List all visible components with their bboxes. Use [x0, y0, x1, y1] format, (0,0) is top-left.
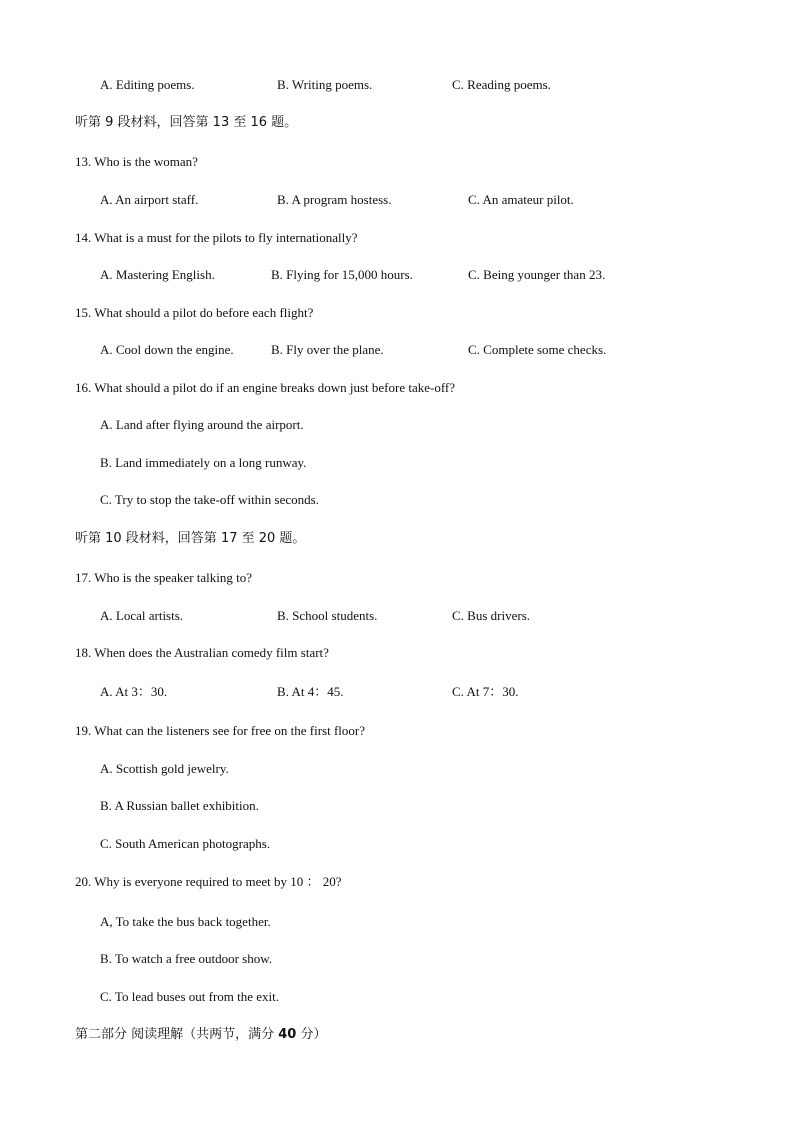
q14-option-c[interactable]: C. Being younger than 23. [468, 267, 606, 282]
q20-option-a[interactable]: A, To take the bus back together. [100, 914, 271, 929]
question-13: 13. Who is the woman? [75, 154, 198, 169]
q14-option-a[interactable]: A. Mastering English. [100, 267, 215, 282]
question-14: 14. What is a must for the pilots to fly internationally? [75, 230, 358, 245]
part-2-score: 40 [278, 1027, 297, 1042]
q16-option-a[interactable]: A. Land after flying around the airport. [100, 417, 304, 432]
option-b[interactable]: B. Writing poems. [277, 77, 373, 92]
q18-option-c[interactable]: C. At 7：30. [452, 684, 519, 699]
q19-option-b[interactable]: B. A Russian ballet exhibition. [100, 798, 259, 813]
question-20: 20. Why is everyone required to meet by 10 ： 20? [75, 874, 342, 889]
question-18: 18. When does the Australian comedy film start? [75, 645, 329, 660]
question-17: 17. Who is the speaker talking to? [75, 570, 253, 585]
section-10-instruction: 听第 10 段材料，回答第 17 至 20 题。 [75, 531, 306, 546]
question-19: 19. What can the listeners see for free on the first floor? [75, 723, 365, 738]
q18-option-a[interactable]: A. At 3：30. [100, 684, 168, 699]
q13-option-c[interactable]: C. An amateur pilot. [468, 192, 574, 207]
q20-option-b[interactable]: B. To watch a free outdoor show. [100, 951, 273, 966]
question-16: 16. What should a pilot do if an engine breaks down just before take-off? [75, 380, 456, 395]
part-2-heading [75, 1027, 327, 1043]
q20-option-c[interactable]: C. To lead buses out from the exit. [100, 989, 280, 1004]
q16-option-c[interactable]: C. Try to stop the take-off within seconds. [100, 492, 319, 507]
option-c[interactable]: C. Reading poems. [452, 77, 551, 92]
section-9-instruction: 听第 9 段材料，回答第 13 至 16 题。 [75, 115, 298, 130]
q17-option-a[interactable]: A. Local artists. [100, 608, 184, 623]
q18-option-b[interactable]: B. At 4：45. [277, 684, 344, 699]
q13-option-b[interactable]: B. A program hostess. [277, 192, 392, 207]
question-15: 15. What should a pilot do before each flight? [75, 305, 314, 320]
q15-option-b[interactable]: B. Fly over the plane. [271, 342, 384, 357]
q19-option-a[interactable]: A. Scottish gold jewelry. [100, 761, 229, 776]
q15-option-c[interactable]: C. Complete some checks. [468, 342, 607, 357]
part-2-suffix: 分） [296, 1027, 327, 1042]
part-2-title: 第二部分 阅读理解（共两节，满分 [75, 1027, 279, 1042]
q17-option-c[interactable]: C. Bus drivers. [452, 608, 530, 623]
q15-option-a[interactable]: A. Cool down the engine. [100, 342, 234, 357]
q14-option-b[interactable]: B. Flying for 15,000 hours. [271, 267, 413, 282]
q13-option-a[interactable]: A. An airport staff. [100, 192, 199, 207]
q19-option-c[interactable]: C. South American photographs. [100, 836, 271, 851]
q16-option-b[interactable]: B. Land immediately on a long runway. [100, 455, 307, 470]
q17-option-b[interactable]: B. School students. [277, 608, 378, 623]
option-a[interactable]: A. Editing poems. [100, 77, 195, 92]
